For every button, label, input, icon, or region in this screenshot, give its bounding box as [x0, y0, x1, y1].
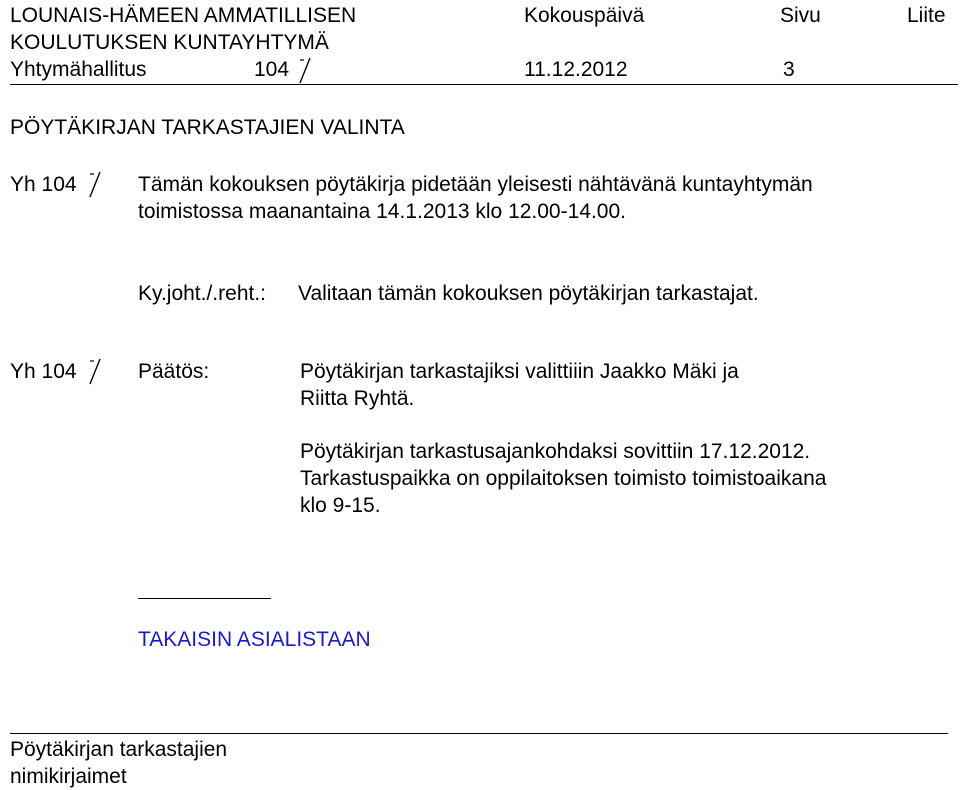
footer-divider [10, 733, 948, 734]
decision-line-5: klo 9-15. [300, 494, 381, 517]
page-number: 3 [783, 58, 795, 81]
date-label: Kokouspäivä [524, 4, 645, 27]
paragraph-sign-icon [298, 56, 312, 84]
page-label: Sivu [780, 4, 821, 27]
section-ref: Yh 104 [10, 173, 77, 196]
back-to-agenda-link[interactable]: TAKAISIN ASIALISTAAN [138, 628, 371, 651]
header-divider [10, 84, 958, 85]
footer-line-1: Pöytäkirjan tarkastajien [10, 738, 228, 761]
attachment-label: Liite [907, 4, 946, 27]
paragraph-sign-icon [88, 357, 102, 385]
decision-label: Päätös: [138, 360, 210, 383]
intro-line-2: toimistossa maanantaina 14.1.2013 klo 12.00-14.00. [138, 200, 626, 223]
paragraph-sign-icon [88, 170, 102, 198]
org-name-line2: KOULUTUKSEN KUNTAYHTYMÄ [10, 31, 329, 54]
intro-line-1: Tämän kokouksen pöytäkirja pidetään yleisesti nähtävänä kuntayhtymän [138, 173, 813, 196]
decision-ref: Yh 104 [10, 360, 77, 383]
board-name: Yhtymähallitus [10, 58, 147, 81]
link-rule [138, 598, 271, 599]
header-number: 104 [254, 58, 290, 81]
proposal-text: Valitaan tämän kokouksen pöytäkirjan tarkastajat. [298, 282, 759, 305]
section-title: PÖYTÄKIRJAN TARKASTAJIEN VALINTA [10, 116, 405, 139]
proposal-label: Ky.joht./.reht.: [138, 282, 266, 305]
footer-line-2: nimikirjaimet [10, 765, 127, 788]
decision-line-4: Tarkastuspaikka on oppilaitoksen toimisto toimistoaikana [300, 467, 827, 490]
decision-line-2: Riitta Ryhtä. [300, 387, 415, 410]
decision-line-1: Pöytäkirjan tarkastajiksi valittiiin Jaakko Mäki ja [300, 360, 739, 383]
decision-line-3: Pöytäkirjan tarkastusajankohdaksi sovittiin 17.12.2012. [300, 440, 811, 463]
meeting-date: 11.12.2012 [524, 58, 628, 81]
org-name-line1: LOUNAIS-HÄMEEN AMMATILLISEN [10, 4, 357, 27]
